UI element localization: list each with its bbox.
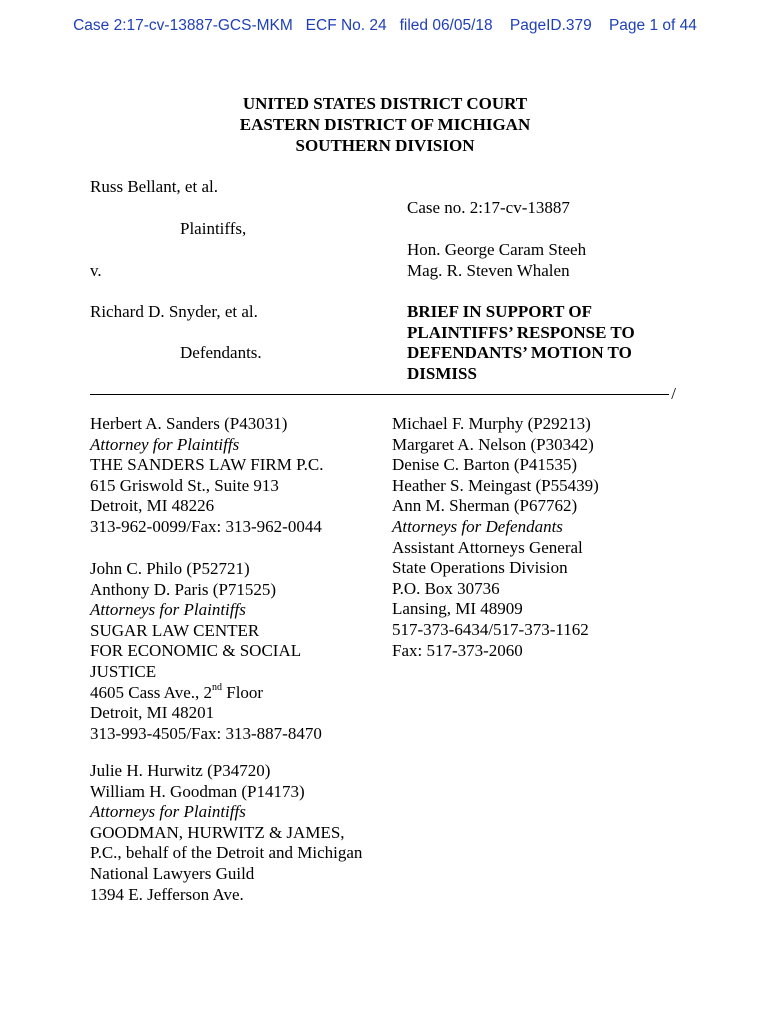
attorney-name: Ann M. Sherman (P67762) bbox=[392, 496, 578, 516]
brief-title-line: DISMISS bbox=[407, 363, 477, 383]
counsel-sugar bbox=[90, 559, 322, 744]
attorney-role: Attorneys for Defendants bbox=[392, 516, 563, 536]
magistrate-name: Mag. R. Steven Whalen bbox=[407, 261, 570, 280]
brief-title-line: DEFENDANTS’ MOTION TO bbox=[407, 343, 632, 363]
office-phone: 517-373-6434/517-373-1162 bbox=[392, 619, 589, 639]
caption-divider bbox=[90, 384, 676, 404]
office-box: P.O. Box 30736 bbox=[392, 578, 500, 598]
counsel-sanders bbox=[90, 414, 324, 538]
counsel-goodman bbox=[90, 761, 362, 905]
office-city: Lansing, MI 48909 bbox=[392, 599, 523, 619]
attorney-name: Julie H. Hurwitz (P34720) bbox=[90, 761, 271, 780]
attorney-name: Heather S. Meingast (P55439) bbox=[392, 475, 599, 495]
attorney-name: Denise C. Barton (P41535) bbox=[392, 455, 578, 475]
attorney-name: John C. Philo (P52721) bbox=[90, 559, 250, 578]
court-district: EASTERN DISTRICT OF MICHIGAN bbox=[239, 115, 531, 134]
firm-phone: 313-962-0099/Fax: 313-962-0044 bbox=[90, 516, 322, 536]
brief-title bbox=[407, 302, 635, 384]
firm-city: Detroit, MI 48226 bbox=[90, 496, 215, 516]
office-division: State Operations Division bbox=[392, 558, 568, 578]
firm-name: THE SANDERS LAW FIRM P.C. bbox=[90, 455, 324, 475]
firm-name: FOR ECONOMIC & SOCIAL bbox=[90, 641, 302, 661]
brief-title-line: PLAINTIFFS’ RESPONSE TO bbox=[407, 322, 635, 342]
plaintiff-name: Russ Bellant, et al. bbox=[90, 177, 218, 196]
attorney-role: Attorneys for Plaintiffs bbox=[90, 600, 246, 620]
defendant-name: Richard D. Snyder, et al. bbox=[90, 302, 258, 321]
firm-name: SUGAR LAW CENTER bbox=[90, 620, 260, 640]
attorney-role: Attorneys for Plaintiffs bbox=[90, 802, 246, 822]
firm-city: Detroit, MI 48201 bbox=[90, 703, 215, 723]
attorney-name: Margaret A. Nelson (P30342) bbox=[392, 434, 594, 454]
firm-phone: 313-993-4505/Fax: 313-887-8470 bbox=[90, 723, 322, 743]
firm-street: 4605 Cass Ave., 2nd Floor bbox=[90, 681, 264, 702]
firm-street: 615 Griswold St., Suite 913 bbox=[90, 475, 279, 495]
brief-title-line: BRIEF IN SUPPORT OF bbox=[407, 302, 593, 321]
defendants-label: Defendants. bbox=[180, 343, 262, 362]
office-name: Assistant Attorneys General bbox=[392, 537, 583, 557]
attorney-role: Attorney for Plaintiffs bbox=[90, 434, 240, 454]
court-division: SOUTHERN DIVISION bbox=[295, 136, 475, 155]
divider-slash: / bbox=[671, 384, 676, 403]
versus-label: v. bbox=[90, 261, 102, 280]
attorney-name: Herbert A. Sanders (P43031) bbox=[90, 414, 288, 433]
firm-name: P.C., behalf of the Detroit and Michigan bbox=[90, 843, 363, 863]
firm-name: JUSTICE bbox=[90, 661, 157, 681]
attorney-name: Michael F. Murphy (P29213) bbox=[392, 414, 591, 433]
court-heading bbox=[0, 93, 770, 156]
attorney-name: William H. Goodman (P14173) bbox=[90, 781, 305, 801]
firm-street: 1394 E. Jefferson Ave. bbox=[90, 884, 244, 904]
plaintiffs-label: Plaintiffs, bbox=[180, 219, 247, 238]
judge-name: Hon. George Caram Steeh bbox=[407, 240, 587, 259]
court-name: UNITED STATES DISTRICT COURT bbox=[242, 94, 528, 113]
ecf-filing-header: Case 2:17-cv-13887-GCS-MKM ECF No. 24 filed 06/05/18 PageID.379 Page 1 of 44 bbox=[73, 17, 697, 34]
attorney-name: Anthony D. Paris (P71525) bbox=[90, 579, 277, 599]
firm-name: GOODMAN, HURWITZ & JAMES, bbox=[90, 822, 345, 842]
office-fax: Fax: 517-373-2060 bbox=[392, 640, 523, 660]
divider-line bbox=[90, 394, 669, 396]
counsel-defendants bbox=[392, 414, 599, 661]
firm-name: National Lawyers Guild bbox=[90, 863, 255, 883]
case-number: Case no. 2:17-cv-13887 bbox=[407, 198, 570, 217]
